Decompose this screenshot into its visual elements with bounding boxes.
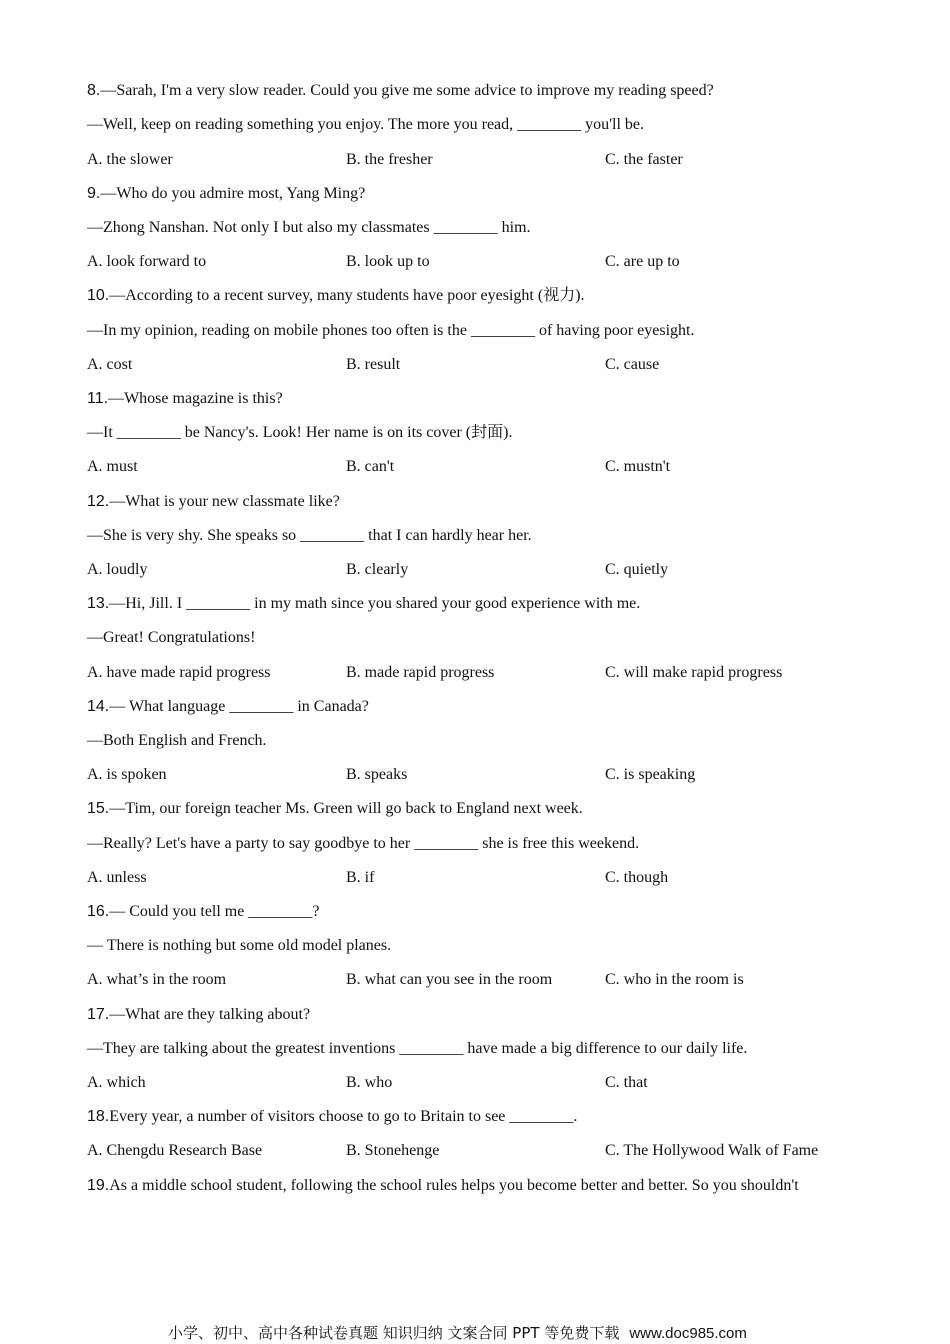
question-15-option-c: C. though: [605, 869, 669, 886]
question-14-option-a: A. is spoken: [87, 766, 167, 783]
question-16-reply: — There is nothing but some old model planes.: [87, 937, 392, 954]
question-13-reply: —Great! Congratulations!: [87, 629, 256, 646]
question-17-option-a: A. which: [87, 1074, 146, 1091]
question-12-option-c: C. quietly: [605, 561, 669, 578]
question-10-stem: 10.—According to a recent survey, many students have poor eyesight (视力).: [87, 287, 585, 304]
question-18-option-c: C. The Hollywood Walk of Fame: [605, 1142, 819, 1159]
question-17-reply: —They are talking about the greatest inventions ________ have made a big difference to our daily life.: [87, 1040, 748, 1057]
question-13-option-b: B. made rapid progress: [346, 664, 495, 681]
question-17-option-c: C. that: [605, 1074, 648, 1091]
question-13-stem: 13.—Hi, Jill. I ________ in my math since you shared your good experience with me.: [87, 595, 641, 612]
question-18-option-b: B. Stonehenge: [346, 1142, 440, 1159]
question-14-option-c: C. is speaking: [605, 766, 696, 783]
question-10-reply: —In my opinion, reading on mobile phones too often is the ________ of having poor eyesight.: [87, 322, 695, 339]
question-10-option-a: A. cost: [87, 356, 133, 373]
footer-link[interactable]: www.doc985.com: [629, 1325, 747, 1342]
question-17-option-b: B. who: [346, 1074, 393, 1091]
question-14-reply: —Both English and French.: [87, 732, 267, 749]
question-14-stem: 14.— What language ________ in Canada?: [87, 698, 369, 715]
question-12-option-b: B. clearly: [346, 561, 409, 578]
footer-text: 小学、初中、高中各种试卷真题 知识归纳 文案合同 PPT 等免费下载: [168, 1324, 620, 1342]
question-12-reply: —She is very shy. She speaks so ________ that I can hardly hear her.: [87, 527, 532, 544]
question-18-stem: 18.Every year, a number of visitors choose to go to Britain to see ________.: [87, 1108, 578, 1125]
question-19-stem: 19.As a middle school student, following the school rules helps you become better and better. So you shouldn't: [87, 1177, 799, 1194]
question-16-option-a: A. what’s in the room: [87, 971, 227, 988]
question-9-option-b: B. look up to: [346, 253, 430, 270]
question-17-stem: 17.—What are they talking about?: [87, 1006, 311, 1023]
question-8-option-b: B. the fresher: [346, 151, 433, 168]
question-11-option-c: C. mustn't: [605, 458, 671, 475]
question-13-option-a: A. have made rapid progress: [87, 664, 271, 681]
question-11-stem: 11.—Whose magazine is this?: [87, 390, 283, 407]
question-11-reply: —It ________ be Nancy's. Look! Her name is on its cover (封面).: [87, 424, 513, 441]
question-9-reply: —Zhong Nanshan. Not only I but also my classmates ________ him.: [87, 219, 531, 236]
question-15-option-a: A. unless: [87, 869, 147, 886]
question-10-option-b: B. result: [346, 356, 401, 373]
question-14-option-b: B. speaks: [346, 766, 408, 783]
question-16-option-c: C. who in the room is: [605, 971, 744, 988]
question-13-option-c: C. will make rapid progress: [605, 664, 783, 681]
question-12-stem: 12.—What is your new classmate like?: [87, 493, 340, 510]
question-16-stem: 16.— Could you tell me ________?: [87, 903, 320, 920]
question-11-option-a: A. must: [87, 458, 138, 475]
question-15-stem: 15.—Tim, our foreign teacher Ms. Green will go back to England next week.: [87, 800, 583, 817]
question-8-option-a: A. the slower: [87, 151, 173, 168]
question-9-option-c: C. are up to: [605, 253, 680, 270]
question-10-option-c: C. cause: [605, 356, 660, 373]
question-15-option-b: B. if: [346, 869, 375, 886]
page-footer: [168, 1324, 747, 1343]
question-9-stem: 9.—Who do you admire most, Yang Ming?: [87, 185, 366, 202]
question-12-option-a: A. loudly: [87, 561, 148, 578]
question-8-reply: —Well, keep on reading something you enjoy. The more you read, ________ you'll be.: [87, 116, 645, 133]
question-15-reply: —Really? Let's have a party to say goodbye to her ________ she is free this weekend.: [87, 835, 640, 852]
question-9-option-a: A. look forward to: [87, 253, 207, 270]
question-16-option-b: B. what can you see in the room: [346, 971, 553, 988]
question-8-option-c: C. the faster: [605, 151, 683, 168]
question-8-stem: 8.—Sarah, I'm a very slow reader. Could you give me some advice to improve my reading speed?: [87, 82, 714, 99]
question-11-option-b: B. can't: [346, 458, 395, 475]
question-18-option-a: A. Chengdu Research Base: [87, 1142, 263, 1159]
